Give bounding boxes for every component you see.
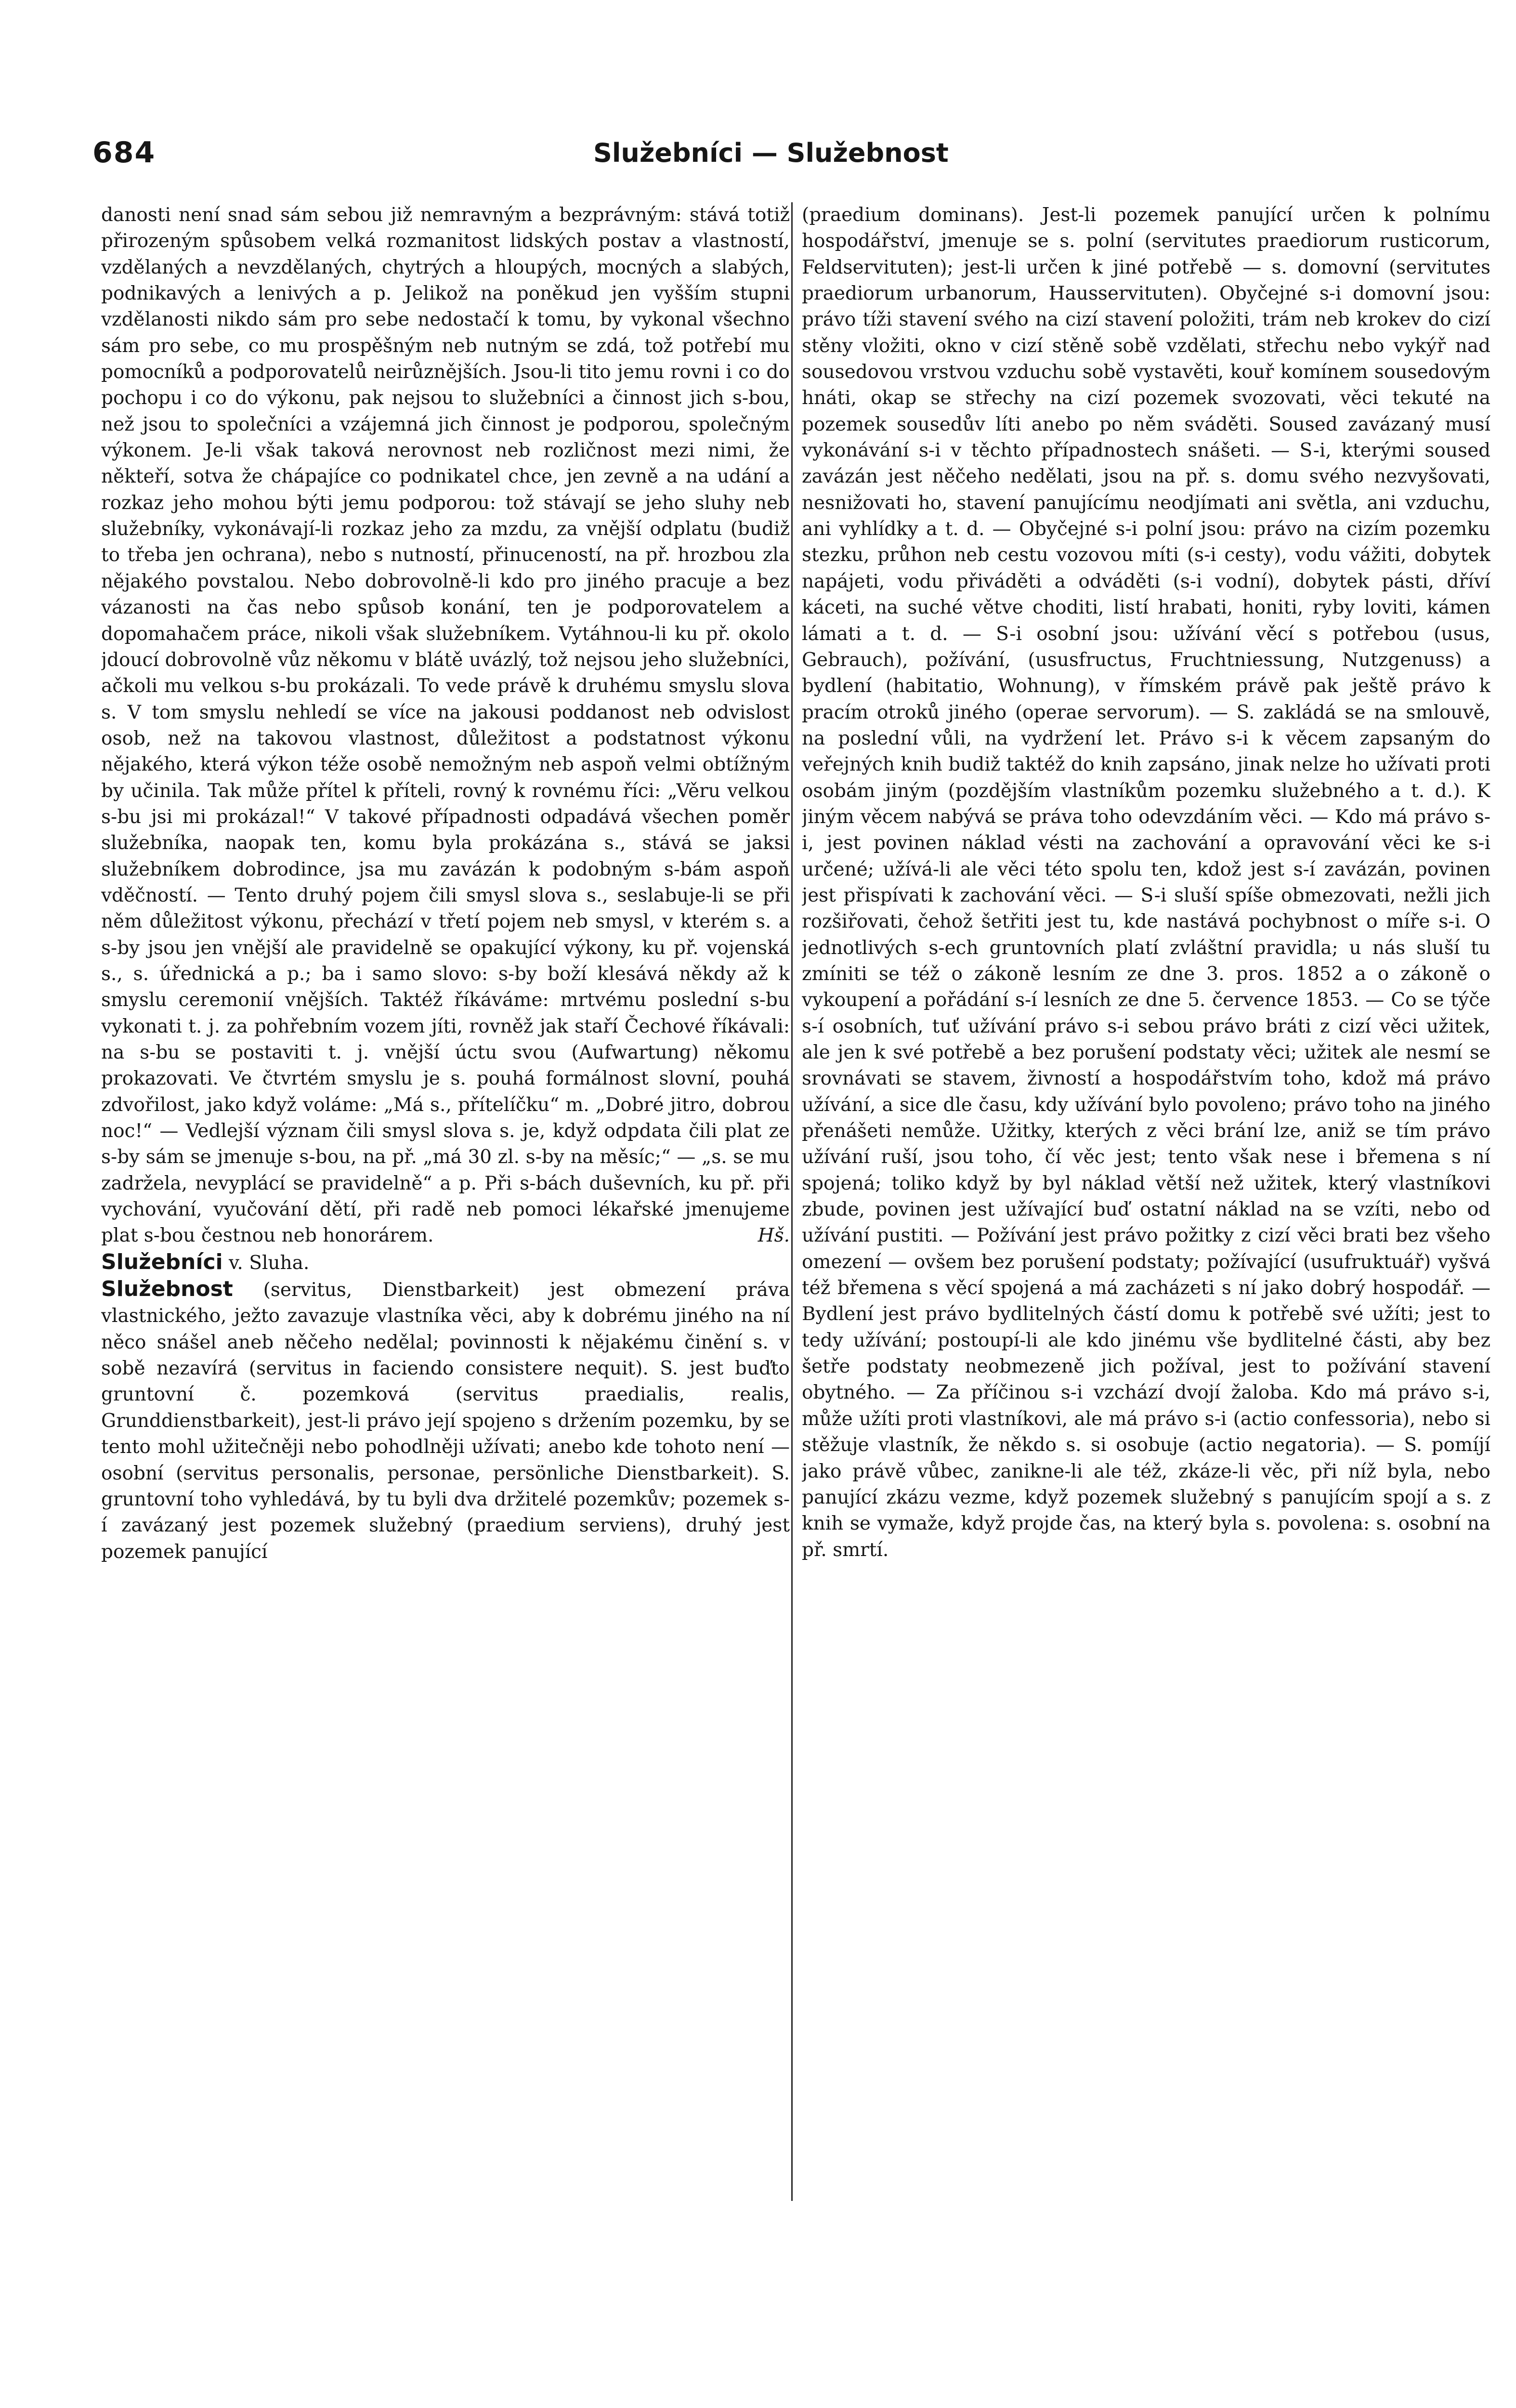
entry-headword: Služebníci [101, 1249, 223, 1274]
entry-sluzebnost [101, 1276, 790, 1565]
article-text: danosti není snad sám sebou již nemravným a bezprávným: stává totiž přirozeným spůsobem velká rozmanitost lidských postav a vlastností, vzdělaných a nevzdělaných, chytrých a hloupých, mocných a slabých, podnikavých a lenivých a p. Jelikož na poněkud jen vyšším stupni vzdělanosti nikdo sám pro sebe nedostačí k tomu, by vykonal všechno sám pro sebe, co mu prospěšným neb nutným se zdá, tož potřebí mu pomocníků a podporovatelů neirůznějších. Jsou-li tito jemu rovni i co do pochopu i co do výkonu, pak nejsou to služebníci a činnost jich s-bou, než jsou to společníci a vzájemná jich činnost je podporou, společným výkonem. Je-li však taková nerovnost neb rozličnost mezi nimi, že někteří, sotva že chápajíce co podnikatel chce, jen zevně a na udání a rozkaz jeho mohou býti jemu podporou: tož stávají se jeho sluhy neb služebníky, vykonávají-li rozkaz jeho za mzdu, za vnější odplatu (budiž to třeba jen ochrana), nebo s nutností, přinuceností, na př. hrozbou zla nějakého povstalou. Nebo dobrovolně-li kdo pro jiného pracuje a bez vázanosti na čas nebo spůsob konání, ten je podporovatelem a dopomahačem práce, nikoli však služebníkem. Vytáhnou-li ku př. okolo jdoucí dobrovolně vůz někomu v blátě uvázlý, tož nejsou jeho služebníci, ačkoli mu velkou s-bu prokázali. To vede právě k druhému smyslu slova s. V tom smyslu nehledí se více na jakousi poddanost neb odvislost osob, než na takovou vlastnost, důležitost a podstatnost výkonu nějakého, která výkon téže osobě nemožným neb aspoň velmi obtížným by učinila. Tak může přítel k příteli, rovný k rovnému říci: „Věru velkou s-bu jsi mi prokázal!“ V takové případnosti odpadává všechen poměr služebníka, naopak ten, komu byla prokázána s., stává se jaksi služebníkem dobrodince, jsa mu zavázán k podobným s-bám aspoň vděčností. — Tento druhý pojem čili smysl slova s., seslabuje-li se při něm důležitost výkonu, přechází v třetí pojem neb smysl, v kterém s. a s-by jsou jen vnější ale pravidelně se opakující výkony, ku př. vojenská s., s. úřednická a p.; ba i samo slovo: s-by boží klesává někdy až k smyslu ceremonií vnějších. Taktéž říkáváme: mrtvému poslední s-bu vykonati t. j. za pohřebním vozem jíti, rovněž jak staří Čechové říkávali: na s-bu se postaviti t. j. vnější úctu svou (Aufwartung) někomu prokazovati. Ve čtvrtém smyslu je s. pouhá formálnost slovní, pouhá zdvořilost, jako když voláme: „Má s., přítelíčku“ m. „Dobré jitro, dobrou noc!“ — Vedlejší význam čili smysl slova s. je, když odpdata čili plat ze s-by sám se jmenuje s-bou, na př. „má 30 zl. s-by na měsíc;“ — „s. se mu zadržela, nevyplácí se pravidelně“ a p. Při s-bách duševních, ku př. při vychování, vyučování dětí, při radě neb pomoci lékařské jmenujeme plat s-bou čestnou neb honorárem. [101, 204, 790, 1247]
entry-text: (praedium dominans). Jest-li pozemek panující určen k polnímu hospodářství, jmenuje se s. polní (servitutes praediorum rusticorum, Feldservituten); jest-li určen k jiné potřebě — s. domovní (servitutes praediorum urbanorum, Hausservituten). Obyčejné s-i domovní jsou: právo tíži stavení svého na cizí stavení položiti, trám neb krokev do cizí stěny vložiti, okno v cizí stěně sobě vzdělati, střechu nebo vykýř nad sousedovou vrstvou vzduchu sobě vystavěti, kouř komínem sousedovým hnáti, okap se střechy na cizí pozemek svozovati, věci tekuté na pozemek sousedův líti anebo po něm sváděti. Soused zavázaný musí vykonávání s-i v těchto případnostech snášeti. — S-i, kterými soused zavázán jest něčeho nedělati, jsou na př. s. domu svého nezvyšovati, nesnižovati ho, stavení panujícímu neodjímati ani světla, ani vzduchu, ani vyhlídky a t. d. — Obyčejné s-i polní jsou: právo na cizím pozemku stezku, průhon neb cestu vozovou míti (s-i cesty), vodu vážiti, dobytek napájeti, vodu přiváděti a odváděti (s-i vodní), dobytek pásti, dříví káceti, na suché větve choditi, listí hrabati, honiti, ryby loviti, kámen lámati a t. d. — S-i osobní jsou: užívání věcí s potřebou (usus, Gebrauch), požívání, (ususfructus, Fruchtniessung, Nutzgenuss) a bydlení (habitatio, Wohnung), v římském právě pak ještě právo k pracím otroků jiného (operae servorum). — S. zakládá se na smlouvě, na poslední vůli, na vydržení let. Právo s-i k věcem zapsaným do veřejných knih budiž taktéž do knih zapsáno, jinak nelze ho užívati proti osobám jiným (pozdějším vlastníkům pozemku služebného a t. d.). K jiným věcem nabývá se práva toho odevzdáním věci. — Kdo má právo s-i, jest povinen náklad vésti na zachování a opravování věci ke s-i určené; užívá-li ale věci této spolu ten, kdož jest s-í zavázán, povinen jest přispívati k zachování věci. — S-i sluší spíše obmezovati, nežli jich rozšiřovati, čehož šetřiti jest tu, kde nastává pochybnost o míře s-i. O jednotlivých s-ech gruntovních platí zvláštní pravidla; u nás sluší tu zmíniti se též o zákoně lesním ze dne 3. pros. 1852 a o zákoně o vykoupení a pořádání s-í lesních ze dne 5. července 1853. — Co se týče s-í osobních, tuť užívání právo s-i sebou právo bráti z cizí věci užitek, ale jen k své potřebě a bez porušení podstaty věci; užitek ale nesmí se srovnávati se stavem, živností a hospodářstvím toho, kdož má právo užívání, a sice dle času, kdy užívání bylo povoleno; právo toho na jiného přenášeti nemůže. Užitky, kterých z věci brání lze, aniž se tím právo užívání ruší, jsou toho, čí věc jest; tento však nese i břemena s ní spojená; toliko když by byl náklad větší než užitek, který vlastníkovi zbude, povinen jest užívající buď ostatní náklad na se vzíti, nebo od užívání pustiti. — Požívání jest právo požitky z cizí věci brati bez všeho omezení — ovšem bez porušení podstaty; požívající (usufruktuář) vyšvá též břemena s věcí spojená a má zacházeti s ní jako dobrý hospodář. — Bydlení jest právo bydlitelných částí domu k potřebě své užíti; jest to tedy užívání; postoupí-li ale kdo jinému vše bydlitelné části, aby bez šetře podstaty neobmezeně jich požíval, jest to požívání stavení obytného. — Za příčinou s-i vzchází dvojí žaloba. Kdo má právo s-i, může užíti proti vlastníkovi, ale má právo s-i (actio confessoria), nebo si stěžuje vlastník, že někdo s. si osobuje (actio negatoria). — S. pomíjí jako právě vůbec, zanikne-li ale též, zkáze-li věc, při níž byla, nebo panující zkázu vezme, když pozemek služebný s panujícím spojí a s. z knih se vymaže, když projde čas, na který byla s. povolena: s. osobní na př. smrtí. [802, 204, 1490, 1561]
entry-headword: Služebnost [101, 1277, 233, 1302]
page-number: 684 [92, 136, 156, 170]
entry-sluzebnici [101, 1249, 790, 1276]
running-head: Služebníci — Služebnost [593, 138, 949, 168]
entry-text: (servitus, Dienstbarkeit) jest obmezení práva vlastnického, ježto zavazuje vlastníka věci, aby k dobrému jiného na ní něco snášel aneb něčeho nedělal; povinnosti k nějakému činění s. v sobě nezavírá (servitus in faciendo consistere nequit). S. jest buďto gruntovní č. pozemková (servitus praedialis, realis, Grunddienstbarkeit), jest-li právo její spojeno s držením pozemku, by se tento mohl užitečněji nebo pohodlněji užívati; anebo kde tohoto není — osobní (servitus personalis, personae, persönliche Dienstbarkeit). S. gruntovní toho vyhledává, by tu byli dva držitelé pozemkův; pozemek s-í zavázaný jest pozemek služebný (praedium serviens), druhý jest pozemek panující [101, 1279, 790, 1563]
entry-sluzebnost-continued [802, 202, 1490, 1563]
entry-text: v. Sluha. [229, 1252, 310, 1274]
column-divider [791, 202, 793, 2201]
author-signature: Hš. [758, 1225, 790, 1247]
right-column [802, 202, 1490, 1563]
article-body-continued [101, 202, 790, 1249]
left-column [101, 202, 790, 1565]
page-header [92, 136, 959, 174]
